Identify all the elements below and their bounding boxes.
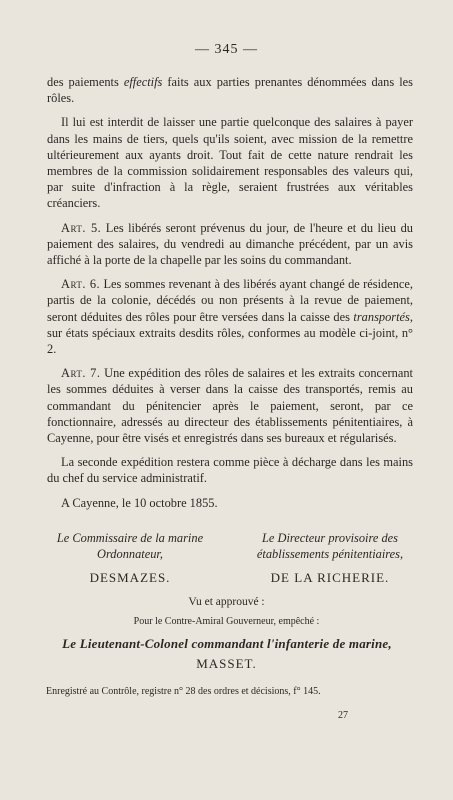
approval-line: Vu et approuvé : — [188, 596, 265, 608]
article-6-label: Art. 6. — [61, 277, 101, 292]
masset-name: MASSET. — [196, 656, 257, 671]
page-number: — 345 — — [195, 42, 258, 57]
p1-italic: effectifs — [123, 75, 163, 89]
date-line: A Cayenne, le 10 octobre 1855. — [61, 495, 218, 510]
signature-right-title: Le Directeur provisoire des établissements pénitentiaires, — [256, 531, 404, 561]
paragraph-1 — [47, 74, 413, 106]
paragraph-second-expedition: La seconde expédition restera comme pièce à décharge dans les mains du chef du service administratif. — [47, 455, 413, 486]
article-7 — [47, 365, 413, 446]
article-5 — [47, 220, 413, 269]
pour-line: Pour le Contre-Amiral Gouverneur, empêché : — [133, 616, 320, 627]
signature-left-name: DESMAZES. — [89, 570, 171, 585]
p1-text-b: faits aux parties prenantes dénommées dans les rôles. — [47, 75, 413, 106]
article-6 — [47, 276, 413, 357]
registration-line: Enregistré au Contrôle, registre n° 28 des ordres et décisions, f° 145. — [46, 686, 321, 697]
p1-text-a: des paiements — [47, 75, 124, 89]
paragraph-2: Il lui est interdit de laisser une partie quelconque des salaires à payer dans les mains de tiers, quels qu'ils soient, avec mission de la remettre ultérieurement aux ayants droit. Tout fait de cette nature rendrait les membres de la commission solidairement responsables des valeurs qui, par suite d'infraction à la règle, seraient frustrées aux véritables créanciers. — [47, 115, 413, 211]
article-6-text-b: , sur états spéciaux extraits desdits rôles, conformes au modèle ci-joint, n° 2. — [47, 309, 413, 357]
signature-right-name: DE LA RICHERIE. — [270, 570, 390, 585]
article-5-text: Les libérés seront prévenus du jour, de l'heure et du lieu du paiement des salaires, du vendredi au dimanche précédent, par un avis affiché à la porte de la chapelle par les soins du commandant. — [47, 220, 413, 268]
article-7-label: Art. 7. — [61, 366, 101, 381]
signature-left-title: Le Commissaire de la marine Ordonnateur, — [56, 531, 204, 561]
lieutenant-colonel-line: Le Lieutenant-Colonel commandant l'infanterie de marine, — [62, 636, 392, 651]
article-6-text-a: Les sommes revenant à des libérés ayant changé de résidence, partis de la colonie, décédés ou non présents à la revue de paiement, seront déduites des rôles pour être versées dans la caisse des — [47, 277, 413, 324]
signatures — [40, 530, 420, 586]
article-5-label: Art. 5. — [61, 220, 102, 235]
signature-right — [240, 530, 420, 586]
article-7-text: Une expédition des rôles de salaires et les extraits concernant les sommes déduites à verser dans la caisse des transportés, remis au commandant du pénitencier après le paiement, seront, par ce fonctionnaire, adressés au directeur des établissements pénitentiaires, à Cayenne, pour être visés et enregistrés dans ses bureaux et régularisés. — [47, 366, 413, 446]
body-text — [47, 74, 413, 519]
article-6-italic: transportés — [353, 309, 410, 324]
sheet-number: 27 — [338, 710, 348, 721]
signature-left — [40, 530, 220, 586]
